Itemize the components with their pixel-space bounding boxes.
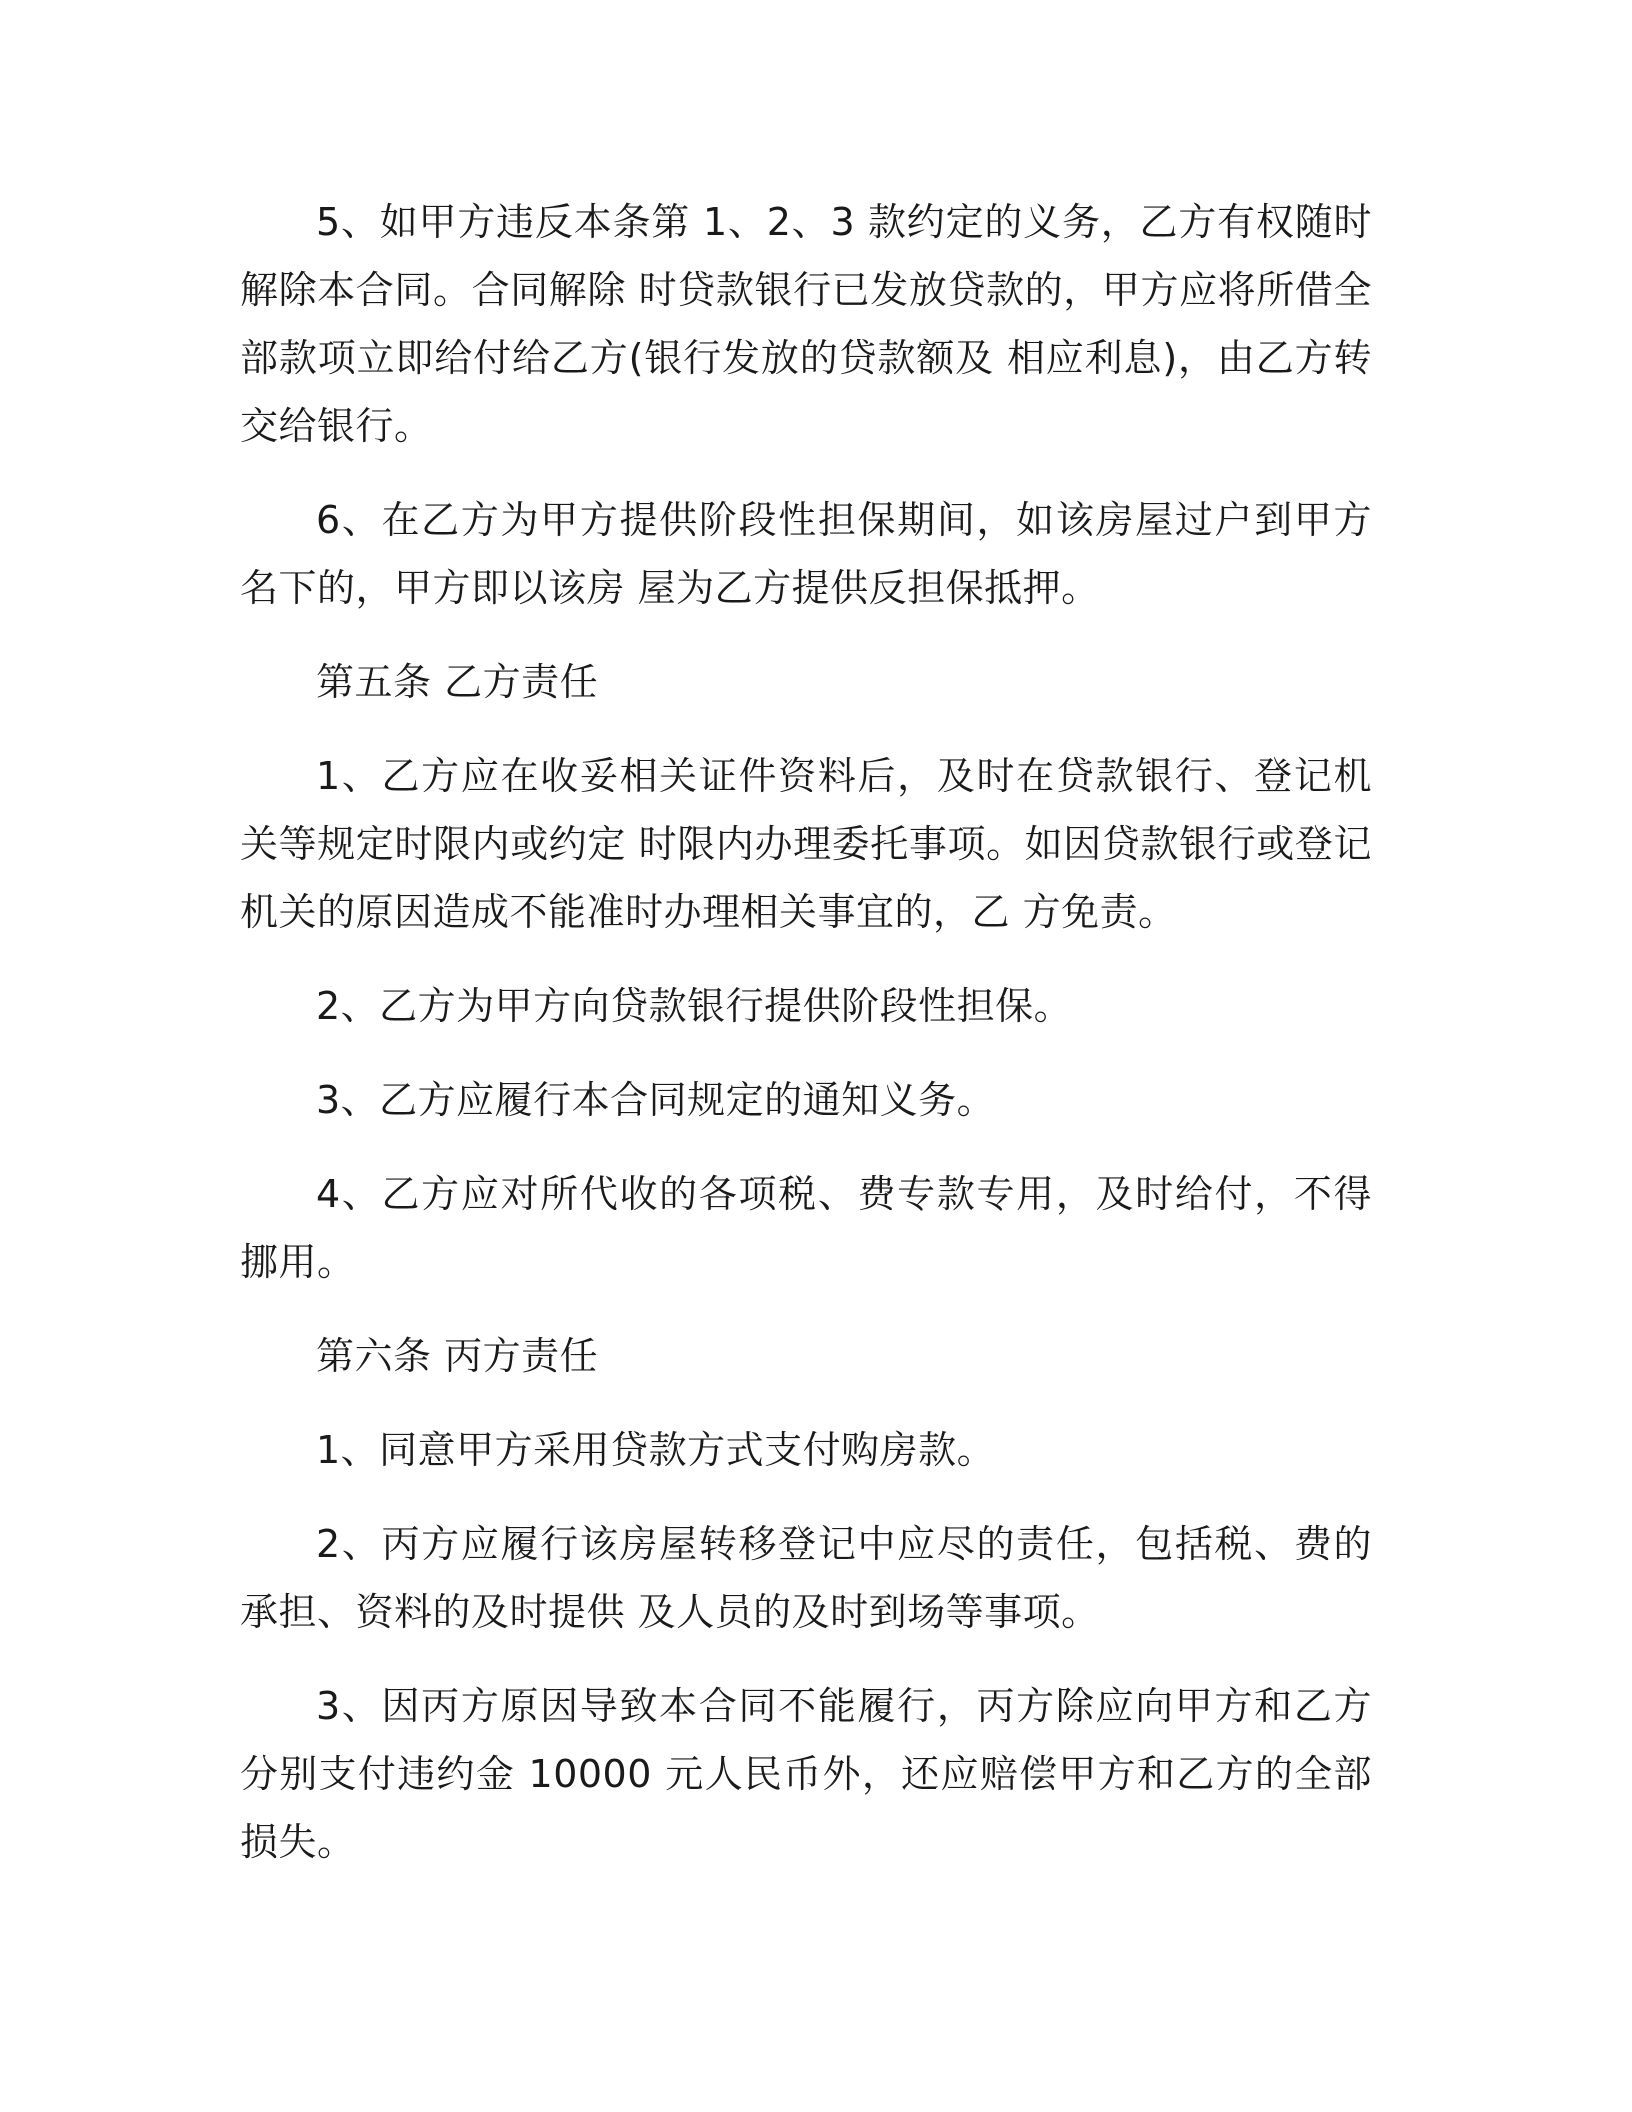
document-page bbox=[240, 188, 1372, 1876]
clause-5-paragraph: 5、如甲方违反本条第 1、2、3 款约定的义务，乙方有权随时解除本合同。合同解除 时贷款银行已发放贷款的，甲方应将所借全部款项立即给付给乙方(银行发放的贷款额及 相应利息)，由乙方转交给银行。 bbox=[240, 200, 1372, 448]
article-5-item-1: 1、乙方应在收妥相关证件资料后，及时在贷款银行、登记机关等规定时限内或约定 时限内办理委托事项。如因贷款银行或登记机关的原因造成不能准时办理相关事宜的，乙 方免责。 bbox=[240, 754, 1372, 934]
article-6-item-3: 3、因丙方原因导致本合同不能履行，丙方除应向甲方和乙方分别支付违约金 10000 元人民币外，还应赔偿甲方和乙方的全部损失。 bbox=[240, 1684, 1372, 1864]
article-5-item-2: 2、乙方为甲方向贷款银行提供阶段性担保。 bbox=[316, 984, 1073, 1028]
article-6-item-1: 1、同意甲方采用贷款方式支付购房款。 bbox=[316, 1428, 996, 1472]
clause-6-paragraph: 6、在乙方为甲方提供阶段性担保期间，如该房屋过户到甲方名下的，甲方即以该房 屋为乙方提供反担保抵押。 bbox=[240, 498, 1372, 610]
article-6-item-2: 2、丙方应履行该房屋转移登记中应尽的责任，包括税、费的承担、资料的及时提供 及人员的及时到场等事项。 bbox=[240, 1522, 1372, 1634]
article-5-heading: 第五条 乙方责任 bbox=[316, 660, 599, 704]
article-5-item-3: 3、乙方应履行本合同规定的通知义务。 bbox=[316, 1078, 996, 1122]
article-5-item-4: 4、乙方应对所代收的各项税、费专款专用，及时给付，不得挪用。 bbox=[240, 1172, 1372, 1284]
article-6-heading: 第六条 丙方责任 bbox=[316, 1334, 599, 1378]
